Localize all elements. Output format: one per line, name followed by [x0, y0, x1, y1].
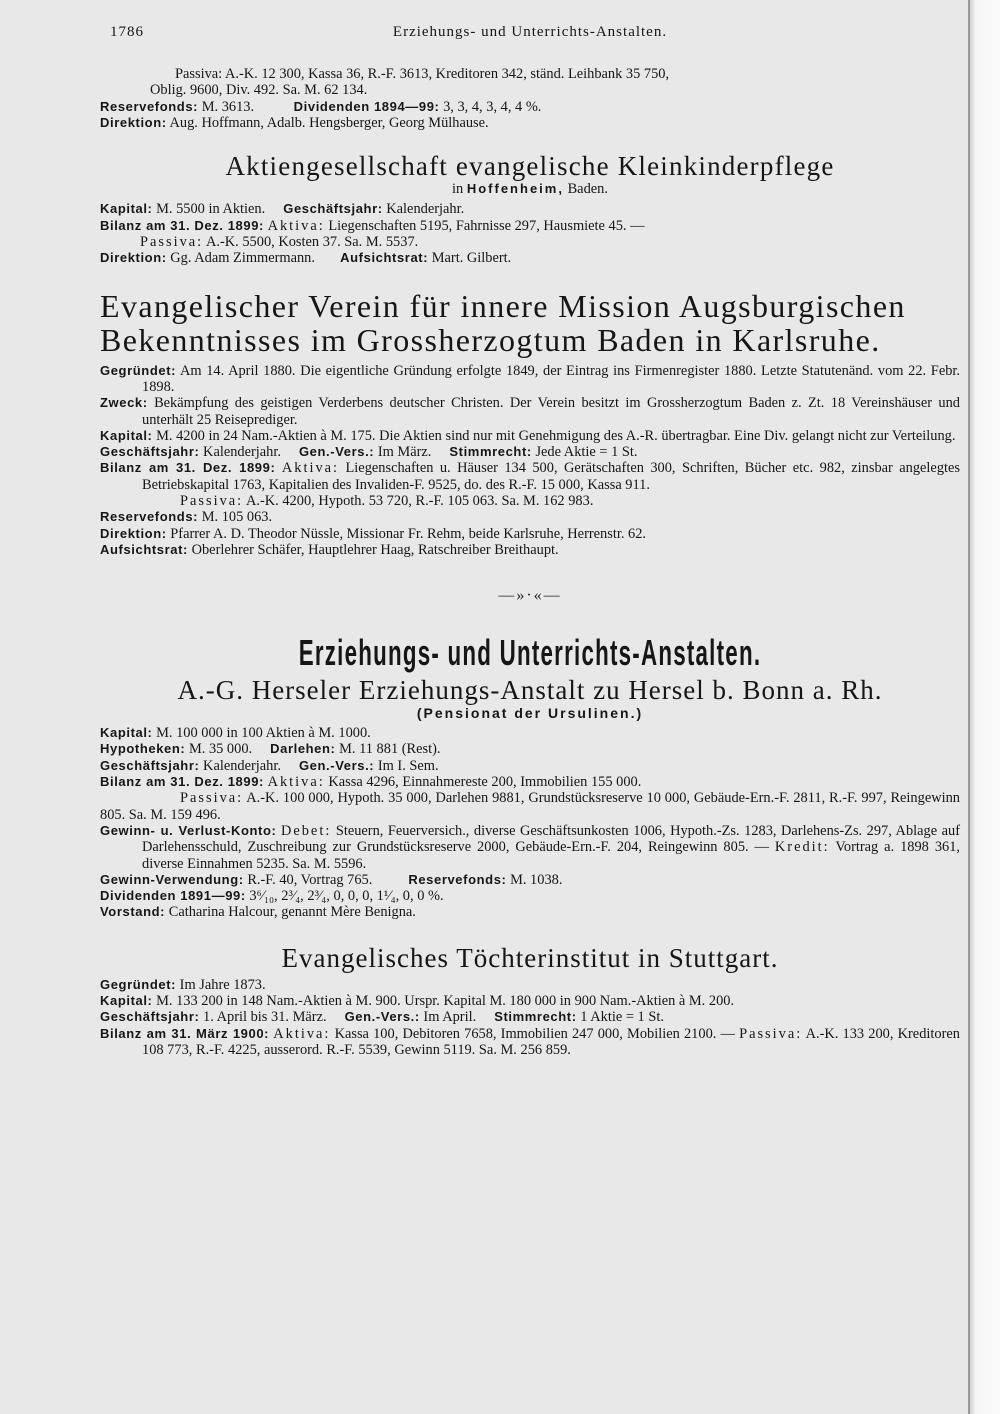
page-header: [100, 20, 960, 44]
page-number: 1786: [110, 24, 144, 40]
entry-title: Evangelisches Töchterinstitut in Stuttgart.: [281, 942, 779, 973]
entry-herseler: [100, 675, 960, 921]
aufsichtsrat-line: Aufsichtsrat: Oberlehrer Schäfer, Hauptlehrer Haag, Ratschreiber Breithaupt.: [100, 541, 559, 558]
reservefonds-line: Reservefonds: M. 105 063.: [100, 509, 273, 526]
previous-entry-continuation: [100, 66, 960, 131]
geschaeftsjahr-line: Geschäftsjahr: 1. April bis 31. März. Gen.-Vers.: Im April. Stimmrecht: 1 Aktie = 1 St.: [100, 1009, 664, 1026]
section-title: Erziehungs- und Unterrichts-Anstalten.: [298, 631, 762, 673]
passiva-line: Passiva: A.-K. 100 000, Hypoth. 35 000, Darlehen 9881, Grundstücksreserve 10 000, Gebäude-Ern.-F. 2811, R.-F. 997, Reingewinn 805. Sa. M. 159 496.: [100, 790, 960, 823]
entry-kleinkinderpflege: [100, 151, 960, 266]
kapital-line: Kapital: M. 100 000 in 100 Aktien à M. 1000.: [100, 725, 371, 742]
ornament-divider: —»·«—: [498, 587, 562, 605]
kapital-line: Kapital: M. 5500 in Aktien. Geschäftsjahr: Kalenderjahr.: [100, 201, 465, 218]
geschaeftsjahr-line: Geschäftsjahr: Kalenderjahr. Gen.-Vers.: Im März. Stimmrecht: Jede Aktie = 1 St.: [100, 444, 638, 461]
entry-subtitle: (Pensionat der Ursulinen.): [416, 704, 644, 721]
entry-title: Aktiengesellschaft evangelische Kleinkinderpflege: [225, 151, 835, 182]
passiva-line: Passiva: A.-K. 5500, Kosten 37. Sa. M. 5537.: [140, 234, 419, 251]
oblig-line: Oblig. 9600, Div. 492. Sa. M. 62 134.: [150, 82, 368, 99]
bilanz-line: Bilanz am 31. Dez. 1899: Aktiva: Kassa 4296, Einnahmereste 200, Immobilien 155 000.: [100, 774, 642, 791]
entry-title: A.-G. Herseler Erziehungs-Anstalt zu Hersel b. Bonn a. Rh.: [177, 674, 883, 705]
entry-toechterinstitut: [100, 943, 960, 1058]
facing-page-edge: [968, 0, 1000, 1414]
direktion-line: Direktion: Pfarrer A. D. Theodor Nüssle, Missionar Fr. Rehm, beide Karlsruhe, Herrenstr. 62.: [100, 525, 647, 542]
passiva-line: Passiva: A.-K. 4200, Hypoth. 53 720, R.-F. 105 063. Sa. M. 162 983.: [180, 493, 594, 510]
gegruendet-line: Gegründet: Im Jahre 1873.: [100, 976, 266, 993]
kapital-line: Kapital: M. 4200 in 24 Nam.-Aktien à M. 175. Die Aktien sind nur mit Genehmigung des A.-R. übertragbar. Eine Div. gelangt nicht zur Verteilung.: [100, 427, 956, 444]
kapital-line: Kapital: M. 133 200 in 148 Nam.-Aktien à M. 900. Urspr. Kapital M. 180 000 in 900 Nam.-Aktien à M. 200.: [100, 992, 735, 1009]
running-title: Erziehungs- und Unterrichts-Anstalten.: [392, 24, 668, 40]
vorstand-line: Vorstand: Catharina Halcour, genannt Mère Benigna.: [100, 904, 416, 921]
entry-title: Evangelischer Verein für innere Mission Augsburgischen Bekenntnisses im Grossherzogtum Baden in Karlsruhe.: [100, 287, 906, 358]
entry-innere-mission: [100, 289, 960, 559]
gewinn-verlust-line: Gewinn- u. Verlust-Konto: Debet: Steuern, Feuerversich., diverse Geschäftsunkosten 1006, Hypoth.-Zs. 1283, Darlehens-Zs. 297, Ablage auf Darlehensschuld, Zuschreibung zur Grundstücksreserve 2000, Gebäude-Ern.-F. 204, Reingewinn 805. — Kredit: Vortrag a. 1898 361, diverse Einnahmen 5235. Sa. M. 5596.: [100, 822, 960, 872]
bilanz-line: Bilanz am 31. März 1900: Aktiva: Kassa 100, Debitoren 7658, Immobilien 247 000, Mobilien 2100. — Passiva: A.-K. 133 200, Kreditoren 108 773, R.-F. 4225, ausserord. R.-F. 5539, Gewinn 5119. Sa. M. 256 859.: [100, 1025, 960, 1058]
page-content: [100, 20, 960, 1058]
bilanz-line: Bilanz am 31. Dez. 1899: Aktiva: Liegenschaften u. Häuser 134 500, Gerätschaften 300, Schriften, Bücher etc. 982, zinsbar angelegtes Betriebskapital 1763, Kapitalien des Invaliden-F. 9525, do. des R.-F. 15 000, Kassa 911.: [100, 460, 961, 493]
gewinn-verwendung-line: Gewinn-Verwendung: R.-F. 40, Vortrag 765. Reservefonds: M. 1038.: [100, 871, 563, 888]
hypotheken-line: Hypotheken: M. 35 000. Darlehen: M. 11 881 (Rest).: [100, 741, 441, 758]
bilanz-line: Bilanz am 31. Dez. 1899: Aktiva: Liegenschaften 5195, Fahrnisse 297, Hausmiete 45. —: [100, 217, 645, 234]
passiva-line: Passiva: A.-K. 12 300, Kassa 36, R.-F. 3613, Kreditoren 342, ständ. Leihbank 35 750,: [175, 66, 670, 82]
gegruendet-line: Gegründet: Am 14. April 1880. Die eigentliche Gründung erfolgte 1849, der Eintrag ins Firmenregister 1880. Letzte Statutenänd. vom 22. Febr. 1898.: [100, 362, 960, 395]
reservefonds-line: Reservefonds: M. 3613. Dividenden 1894—99: 3, 3, 4, 3, 4, 4 %.: [100, 98, 542, 115]
geschaeftsjahr-line: Geschäftsjahr: Kalenderjahr. Gen.-Vers.: Im I. Sem.: [100, 757, 439, 774]
entry-location: in Hoffenheim, Baden.: [452, 181, 608, 198]
dividenden-line: Dividenden 1891—99: 3⁶⁄₁₀, 2³⁄₄, 2³⁄₄, 0, 0, 0, 1¹⁄₄, 0, 0 %.: [100, 888, 444, 905]
direktion-line: Direktion: Gg. Adam Zimmermann. Aufsichtsrat: Mart. Gilbert.: [100, 250, 512, 267]
zweck-line: Zweck: Bekämpfung des geistigen Verderbens deutscher Christen. Der Verein besitzt im Grossherzogtum Baden z. Zt. 18 Vereinshäuser und unterhält 25 Reiseprediger.: [100, 395, 960, 428]
direktion-line: Direktion: Aug. Hoffmann, Adalb. Hengsberger, Georg Mülhause.: [100, 114, 489, 131]
